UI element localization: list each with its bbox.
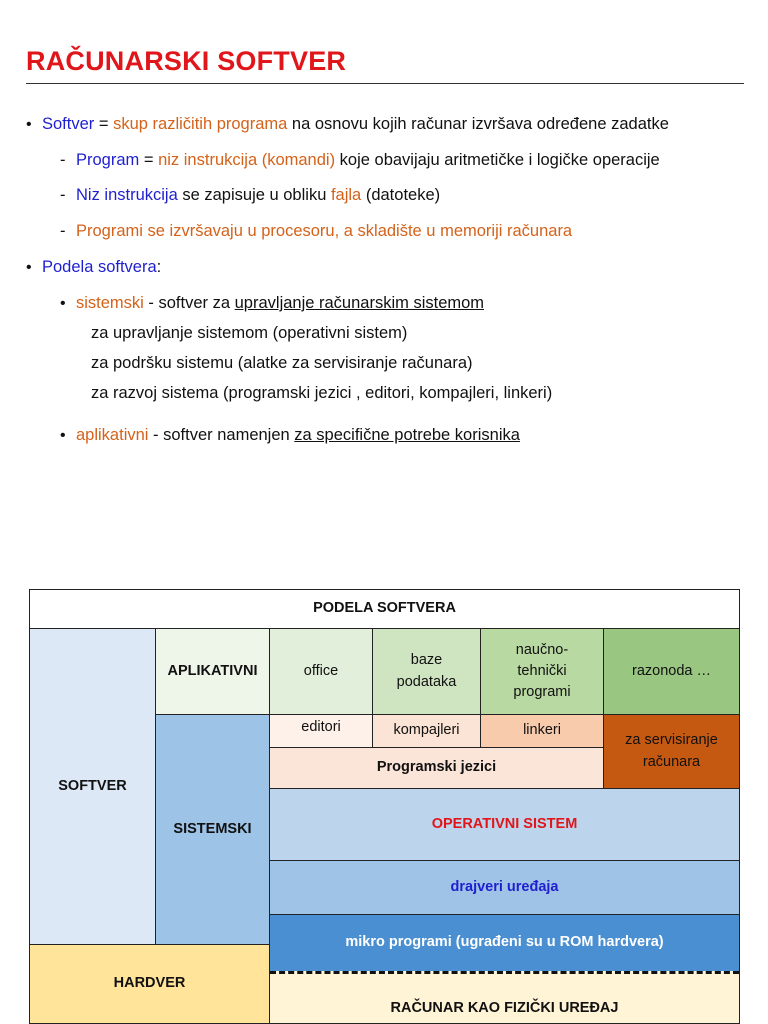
- cell-operativni-sistem: OPERATIVNI SISTEM: [269, 788, 740, 861]
- bullet-dot: •: [26, 116, 32, 133]
- sub-line-2: za podršku sistemu (alatke za servisiranje računara): [91, 354, 473, 372]
- cell-razonoda: razonoda …: [603, 628, 740, 715]
- text: se zapisuje u obliku: [177, 186, 331, 204]
- text-underlined: za specifične potrebe korisnika: [294, 426, 520, 444]
- term-podela: Podela softvera: [42, 258, 157, 276]
- term-softver: Softver: [42, 115, 95, 133]
- cell-baze: baze podataka: [372, 628, 481, 715]
- text: =: [139, 151, 159, 169]
- definition: skup različitih programa: [113, 115, 288, 133]
- cell-programski-jezici: Programski jezici: [269, 747, 604, 789]
- cell-servisiranje: za servisiranje računara: [603, 714, 740, 789]
- cell-hardver: HARDVER: [29, 944, 270, 1024]
- bullet-aplikativni: [60, 426, 520, 445]
- bullet-podela: [26, 258, 161, 277]
- dash-program: - Program = niz instrukcija (komandi) koje obavijaju aritmetičke i logičke operacije: [60, 151, 660, 169]
- text: - softver namenjen: [148, 426, 295, 444]
- text: (datoteke): [361, 186, 441, 204]
- term-fajl: fajla: [330, 186, 362, 204]
- bullet-softver: [26, 115, 669, 134]
- cell-mikro-programi: mikro programi (ugrađeni su u ROM hardvera): [269, 914, 740, 972]
- sub-line-1: za upravljanje sistemom (operativni sistem): [91, 324, 408, 342]
- cell-racunar: RAČUNAR KAO FIZIČKI UREĐAJ: [269, 971, 740, 1024]
- cell-aplikativni: APLIKATIVNI: [155, 628, 270, 715]
- dash-niz: - Niz instrukcija se zapisuje u obliku fajla (datoteke): [60, 186, 441, 204]
- cell-kompajleri: kompajleri: [372, 714, 481, 748]
- bullet-dot: •: [26, 259, 32, 276]
- bullet-sistemski: [60, 294, 484, 313]
- definition: niz instrukcija (komandi): [158, 151, 336, 169]
- text: :: [156, 258, 162, 276]
- text: Programi se izvršavaju u procesoru, a skladište u memoriji računara: [76, 222, 573, 240]
- text: =: [94, 115, 114, 133]
- bullet-dot: •: [60, 427, 66, 444]
- diagram-header: PODELA SOFTVERA: [29, 589, 740, 629]
- cell-drajveri: drajveri uređaja: [269, 860, 740, 915]
- text: na osnovu kojih računar izvršava određene zadatke: [287, 115, 669, 133]
- term-sistemski: sistemski: [76, 294, 144, 312]
- hardware-boundary-line: [270, 971, 739, 974]
- text: koje obavijaju aritmetičke i logičke operacije: [335, 151, 660, 169]
- term-aplikativni: aplikativni: [76, 426, 149, 444]
- term-niz: Niz instrukcija: [76, 186, 178, 204]
- cell-softver: SOFTVER: [29, 628, 156, 945]
- title-divider: [26, 83, 744, 84]
- text: - softver za: [143, 294, 235, 312]
- bullet-dot: •: [60, 295, 66, 312]
- sub-line-3: za razvoj sistema (programski jezici , editori, kompajleri, linkeri): [91, 384, 553, 402]
- cell-sistemski: SISTEMSKI: [155, 714, 270, 945]
- cell-naucno: naučno-tehnički programi: [480, 628, 604, 715]
- cell-linkeri: linkeri: [480, 714, 604, 748]
- dash-programi: - Programi se izvršavaju u procesoru, a skladište u memoriji računara: [60, 222, 573, 240]
- term-program: Program: [76, 151, 140, 169]
- cell-editori: editori: [269, 714, 373, 748]
- cell-office: office: [269, 628, 373, 715]
- page-title: RAČUNARSKI SOFTVER: [26, 46, 347, 76]
- text-underlined: upravljanje računarskim sistemom: [234, 294, 485, 312]
